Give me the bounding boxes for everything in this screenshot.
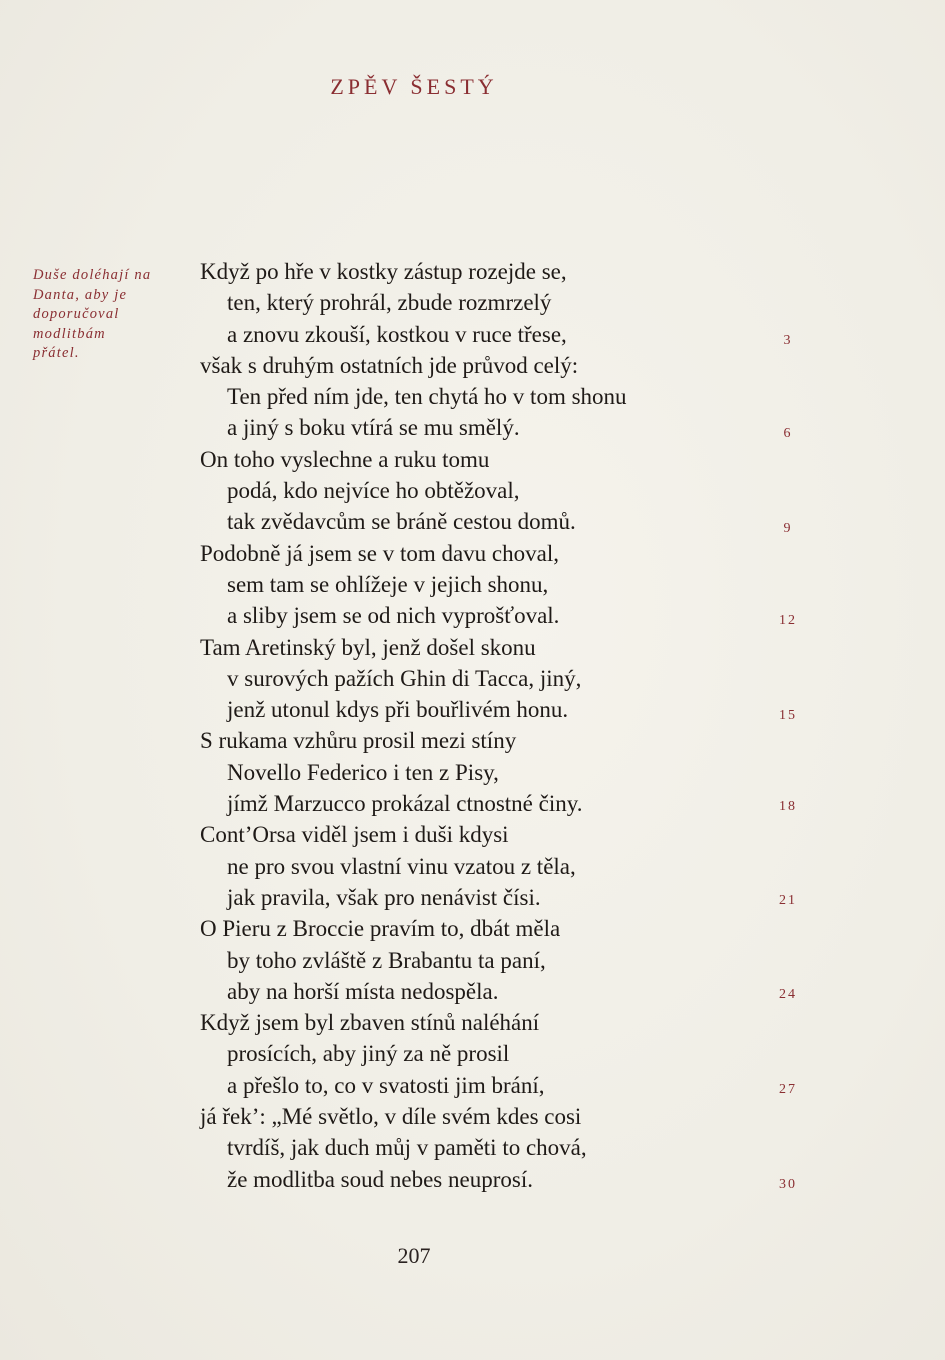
verse-line: Podobně já jsem se v tom davu choval,: [200, 540, 559, 566]
verse-line: tvrdíš, jak duch můj v paměti to chová,: [227, 1135, 587, 1161]
page-number: 207: [397, 1243, 431, 1268]
verse-line: ten, který prohrál, zbude rozmrzelý: [227, 290, 552, 316]
line-number: 12: [779, 613, 797, 628]
line-number: 24: [779, 987, 797, 1002]
verse-line: jenž utonul kdys při bouřlivém honu.: [227, 697, 569, 723]
line-number: 9: [783, 521, 793, 536]
verse-line: Když po hře v kostky zástup rozejde se,: [200, 259, 567, 284]
line-number: 30: [779, 1177, 797, 1192]
verse-line: prosících, aby jiný za ně prosil: [227, 1041, 510, 1067]
verse-line: O Pieru z Broccie pravím to, dbát měla: [200, 916, 561, 942]
verse-line: Když jsem byl zbaven stínů naléhání: [200, 1010, 540, 1036]
verse-line: Novello Federico i ten z Pisy,: [227, 759, 499, 785]
verse-line: jímž Marzucco prokázal ctnostné činy.: [227, 791, 583, 817]
side-note-line: modlitbám: [33, 325, 106, 342]
line-number: 27: [779, 1082, 797, 1097]
verse-line: Cont’Orsa viděl jsem i duši kdysi: [200, 822, 509, 848]
side-note-line: Duše doléhají na: [33, 267, 152, 283]
verse-line: a znovu zkouší, kostkou v ruce třese,: [227, 321, 567, 347]
canto-heading: ZPĚV ŠESTÝ: [330, 74, 498, 99]
verse-line: a sliby jsem se od nich vyprošťoval.: [227, 603, 560, 629]
verse-line: by toho zvláště z Brabantu ta paní,: [227, 947, 546, 973]
verse-line: však s druhým ostatních jde průvod celý:: [200, 352, 579, 378]
verse-line: a jiný s boku vtírá se mu smělý.: [227, 415, 520, 441]
verse-line: Ten před ním jde, ten chytá ho v tom shonu: [227, 384, 627, 410]
verse-line: sem tam se ohlížeje v jejich shonu,: [227, 571, 549, 597]
verse-text: [200, 256, 740, 1195]
verse-line: podá, kdo nejvíce ho obtěžoval,: [227, 478, 520, 504]
verse-line: a přešlo to, co v svatosti jim brání,: [227, 1072, 545, 1098]
verse-line: On toho vyslechne a ruku tomu: [200, 446, 490, 472]
side-note-line: přátel.: [33, 345, 80, 361]
verse-line: tak zvědavcům se bráně cestou domů.: [227, 509, 576, 535]
side-note: [33, 266, 183, 364]
verse-line: v surových pažích Ghin di Tacca, jiný,: [227, 665, 582, 691]
side-note-line: doporučoval: [33, 306, 120, 322]
verse-line: jak pravila, však pro nenávist čísi.: [227, 884, 541, 910]
side-note-line: Danta, aby je: [33, 286, 128, 303]
line-number: 15: [779, 708, 797, 723]
verse-line: já řek’: „Mé světlo, v díle svém kdes cosi: [200, 1104, 582, 1130]
verse-line: aby na horší místa nedospěla.: [227, 978, 499, 1004]
verse-line: že modlitba soud nebes neuprosí.: [227, 1166, 533, 1192]
line-number: 6: [783, 426, 793, 441]
verse-line: ne pro svou vlastní vinu vzatou z těla,: [227, 853, 576, 879]
line-number: 18: [779, 799, 797, 814]
line-number: 21: [779, 893, 797, 908]
verse-line: S rukama vzhůru prosil mezi stíny: [200, 728, 517, 754]
verse-line: Tam Aretinský byl, jenž došel skonu: [200, 634, 536, 660]
line-number: 3: [783, 333, 793, 348]
